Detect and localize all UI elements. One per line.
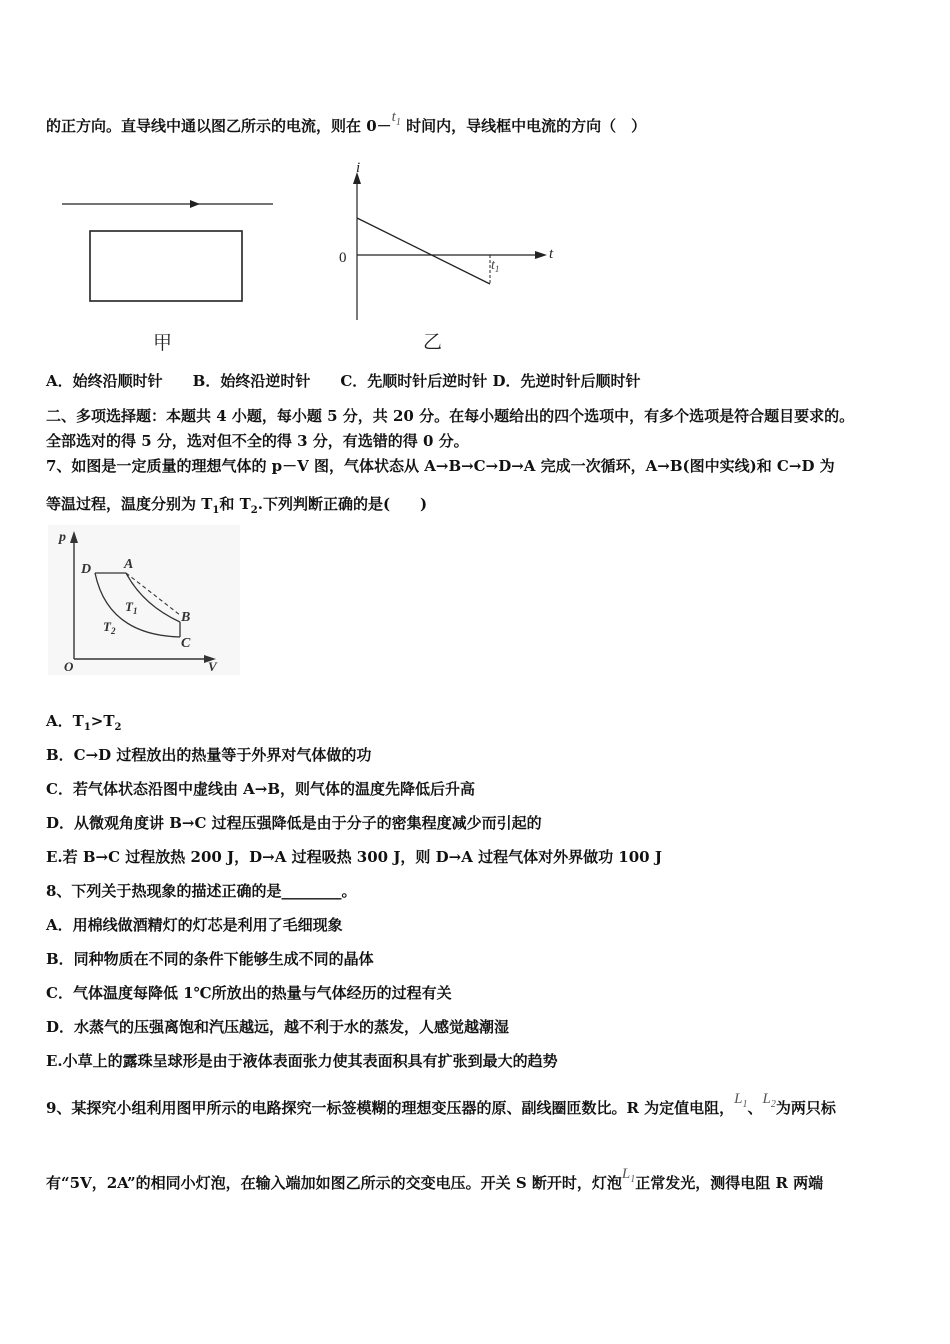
q7-option-a: A．$T_1>T_2$ [46,712,122,733]
o-label: O [64,659,74,674]
current-line [357,218,490,284]
q6-stem-end: 时间内，导线框中电流的方向（ ） [400,117,647,135]
q7-option-b: B．C→D 过程放出的热量等于外界对气体做的功 [46,746,372,764]
pv-graph [48,525,240,675]
section2-line1: 二、多项选择题：本题共 4 小题，每小题 5 分，共 20 分。在每小题给出的四个选项中，有多个选项是符合题目要求的。 [46,407,855,425]
p-axis-arrow-icon [70,531,78,543]
q7-option-e: E.若 B→C 过程放热 200 J，D→A 过程吸热 300 J，则 D→A 过程气体对外界做功 100 J [46,848,662,866]
q7-stem-line1: 7、如图是一定质量的理想气体的 p－V 图，气体状态从 A→B→C→D→A 完成一次循环，A→B(图中实线)和 C→D 为 [46,457,835,475]
section2-line2: 全部选对的得 5 分，选对但不全的得 3 分，有选错的得 0 分。 [46,432,469,450]
c-label: C [181,636,191,651]
d-label: D [81,562,92,577]
q8-option-b: B．同种物质在不同的条件下能够生成不同的晶体 [46,950,374,968]
q8-option-e: E.小草上的露珠呈球形是由于液体表面张力使其表面积具有扩张到最大的趋势 [46,1052,558,1070]
p-label: p [59,530,66,545]
figure-yi [330,160,570,360]
t1-label: $t_1$ [491,258,500,274]
current-arrow-icon [190,200,200,208]
t-axis-arrow-icon [535,251,547,259]
fig-yi-label: 乙 [423,332,443,353]
origin-label: 0 [339,250,347,266]
q8-option-a: A．用棉线做酒精灯的灯芯是利用了毛细现象 [46,916,343,934]
q6-stem [46,109,647,138]
a-label: A [124,557,134,572]
figure-jia [55,190,285,360]
axis-label-t: t [549,246,554,262]
q9-stem-line2: 有“5V，2A”的相同小灯泡，在输入端加如图乙所示的交变电压。开关 S 断开时，灯泡$L_1$正常发光，测得电阻 R 两端 [46,1166,824,1192]
b-label: B [181,610,191,625]
q8-option-d: D．水蒸气的压强离饱和汽压越远，越不利于水的蒸发，人感觉越潮湿 [46,1018,510,1036]
fig-jia-label: 甲 [153,333,173,354]
q8-stem: 8、下列关于热现象的描述正确的是________。 [46,882,357,900]
axis-label-i: i [356,160,361,176]
q8-option-c: C．气体温度每降低 1℃所放出的热量与气体经历的过程有关 [46,984,452,1002]
t2-curve-label: $T_2$ [103,619,116,636]
v-label: V [208,659,217,674]
q6-options: A．始终沿顺时针 B．始终沿逆时针 C．先顺时针后逆时针 D．先逆时针后顺时针 [46,372,641,390]
q7-option-d: D．从微观角度讲 B→C 过程压强降低是由于分子的密集程度减少而引起的 [46,814,542,832]
q9-stem-line1: 9、某探究小组利用图甲所示的电路探究一标签模糊的理想变压器的原、副线圈匝数比。R 为定值电阻，$L_1$、$L_2$为两只标 [46,1091,836,1117]
q7-stem-line2: 等温过程，温度分别为 $T_1$和 $T_2$.下列判断正确的是( ) [46,495,428,516]
q6-stem-text: 的正方向。直导线中通以图乙所示的电流，则在 0－ [46,117,392,135]
t1-curve-label: $T_1$ [125,599,138,616]
q7-option-c: C．若气体状态沿图中虚线由 A→B，则气体的温度先降低后升高 [46,780,476,798]
wire-loop [90,231,242,301]
q6-stem-symbol: $t_1$ [391,109,401,128]
